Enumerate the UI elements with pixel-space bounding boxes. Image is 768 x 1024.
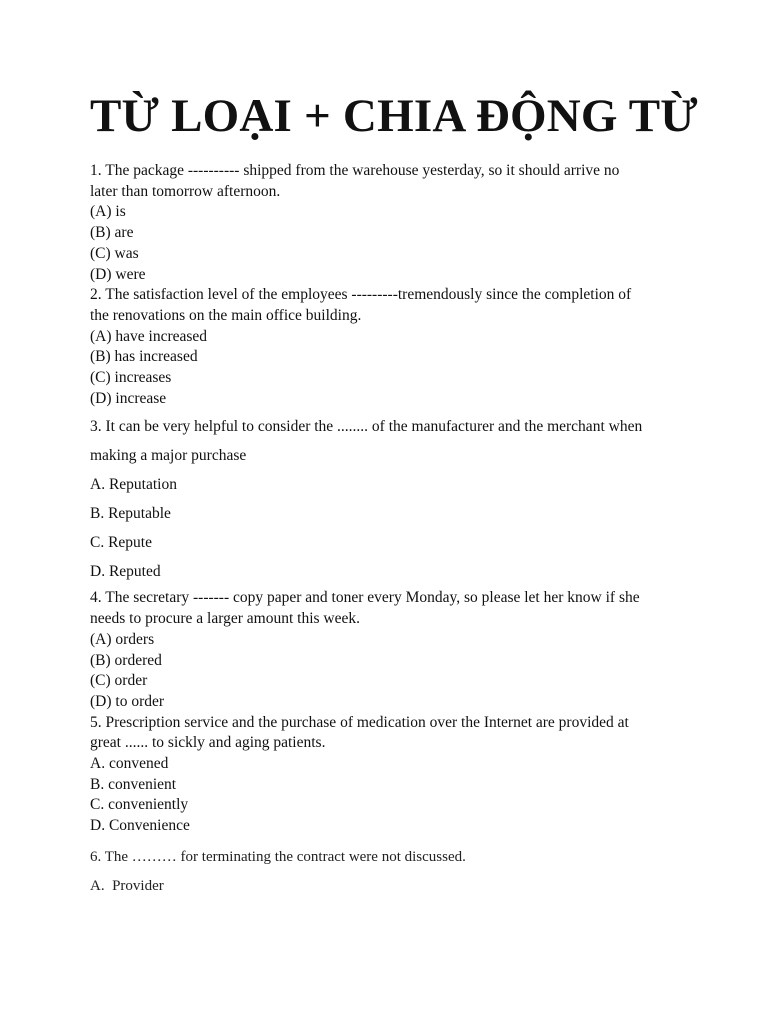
question-text: 5. Prescription service and the purchase of medication over the Internet are provided at — [90, 713, 629, 731]
answer-option: (B) ordered — [90, 651, 162, 669]
question-text: making a major purchase — [90, 447, 247, 465]
answer-option: C. Repute — [90, 534, 152, 552]
answer-option: (C) increases — [90, 369, 172, 387]
answer-option: (B) are — [90, 224, 134, 242]
question-text: later than tomorrow afternoon. — [90, 182, 281, 200]
answer-option: (B) has increased — [90, 348, 198, 366]
answer-option: (D) increase — [90, 389, 167, 407]
answer-option: (D) to order — [90, 692, 165, 710]
question-6 — [90, 843, 690, 901]
question-4 — [90, 588, 690, 712]
answer-option: A. Reputation — [90, 476, 177, 494]
question-3 — [90, 412, 690, 586]
answer-option: (A) have increased — [90, 327, 208, 345]
question-list — [90, 161, 690, 901]
question-text: needs to procure a larger amount this week. — [90, 610, 361, 628]
question-text: 2. The satisfaction level of the employees ---------tremendously since the completion of — [90, 286, 632, 304]
question-text: 6. The ……… for terminating the contract were not discussed. — [90, 848, 466, 865]
answer-option: (A) orders — [90, 630, 155, 648]
answer-option: D. Reputed — [90, 563, 161, 581]
question-1 — [90, 161, 690, 285]
answer-option: A. Provider — [90, 877, 164, 894]
answer-option: C. conveniently — [90, 796, 189, 814]
answer-option: (C) was — [90, 244, 139, 262]
question-text: great ...... to sickly and aging patients. — [90, 734, 326, 752]
question-text: 4. The secretary ------- copy paper and toner every Monday, so please let her know if she — [90, 589, 640, 607]
answer-option: (C) order — [90, 672, 148, 690]
answer-option: A. convened — [90, 755, 169, 773]
answer-option: D. Convenience — [90, 817, 190, 835]
question-text: the renovations on the main office building. — [90, 306, 362, 324]
answer-option: (D) were — [90, 265, 146, 283]
answer-option: B. convenient — [90, 775, 177, 793]
question-2 — [90, 285, 690, 409]
question-5 — [90, 713, 690, 837]
question-text: 3. It can be very helpful to consider the ........ of the manufacturer and the merchant when — [90, 418, 643, 436]
question-text: 1. The package ---------- shipped from the warehouse yesterday, so it should arrive no — [90, 162, 620, 179]
answer-option: (A) is — [90, 203, 126, 221]
answer-option: B. Reputable — [90, 505, 171, 523]
document-title: TỪ LOẠI + CHIA ĐỘNG TỪ — [90, 90, 698, 142]
